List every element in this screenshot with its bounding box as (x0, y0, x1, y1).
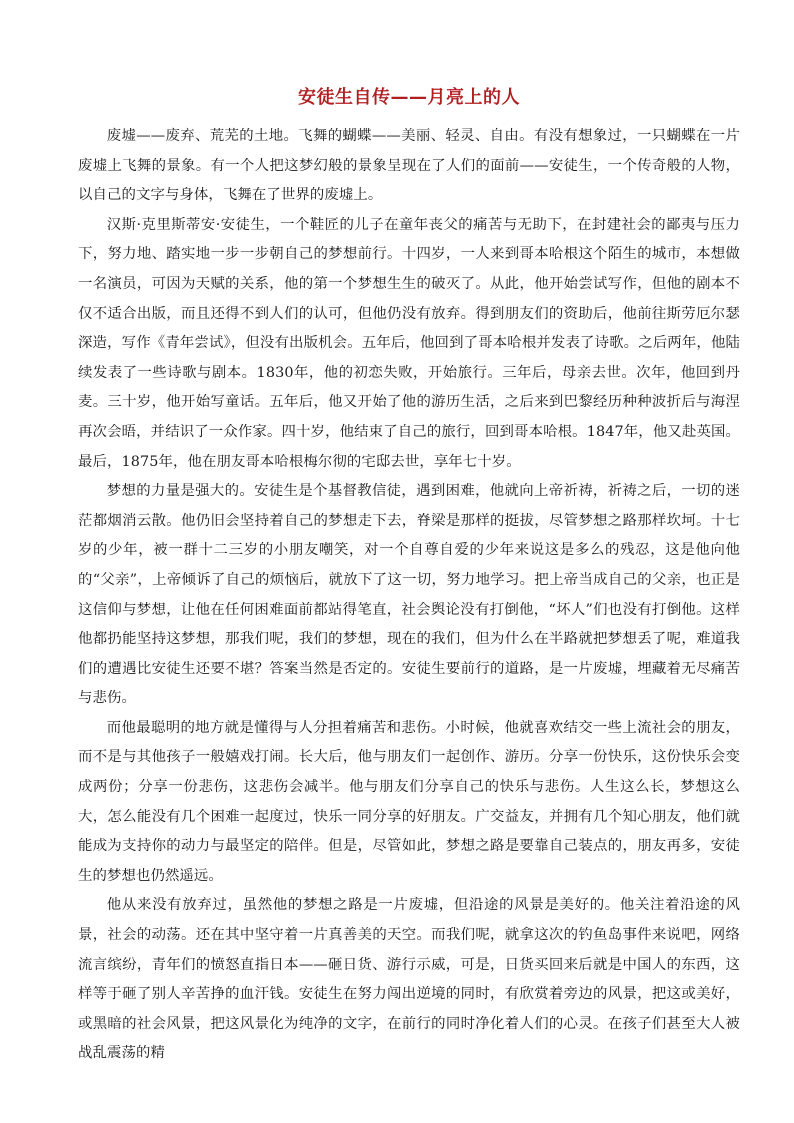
paragraph-2: 汉斯·克里斯蒂安·安徒生，一个鞋匠的儿子在童年丧父的痛苦与无助下，在封建社会的鄙夷与压力下，努力地、踏实地一步一步朝自己的梦想前行。十四岁，一人来到哥本哈根这个陌生的城市，本想做一名演员，可因为天赋的关系，他的第一个梦想生生的破灭了。从此，他开始尝试写作，但他的剧本不仅不适合出版，而且还得不到人们的认可，但他仍没有放弃。得到朋友们的资助后，他前往斯劳厄尔瑟深造，写作《青年尝试》，但没有出版机会。五年后，他回到了哥本哈根并发表了诗歌。之后两年，他陆续发表了一些诗歌与剧本。1830年，他的初恋失败，开始旅行。三年后，母亲去世。次年，他回到丹麦。三十岁，他开始写童话。五年后，他又开始了他的游历生活，之后来到巴黎经历种种波折后与海涅再次会晤，并结识了一众作家。四十岁，他结束了自己的旅行，回到哥本哈根。1847年，他又赴英国。最后，1875年，他在朋友哥本哈根梅尔彻的宅邸去世，享年七十岁。 (78, 216, 740, 470)
paragraph-1: 废墟——废弃、荒芜的土地。飞舞的蝴蝶——美丽、轻灵、自由。有没有想象过，一只蝴蝶在一片废墟上飞舞的景象。有一个人把这梦幻般的景象呈现在了人们的面前——安徒生，一个传奇般的人物，以自己的文字与身体，飞舞在了世界的废墟上。 (78, 128, 740, 204)
paragraph-5: 他从来没有放弃过，虽然他的梦想之路是一片废墟，但沿途的风景是美好的。他关注着沿途的风景，社会的动荡。还在其中坚守着一片真善美的天空。而我们呢，就拿这次的钓鱼岛事件来说吧，网络流言缤纷，青年们的愤怒直指日本——砸日货、游行示威，可是，日货买回来后就是中国人的东西，这样等于砸了别人辛苦挣的血汗钱。安徒生在努力闯出逆境的同时，有欣赏着旁边的风景，把这或美好，或黑暗的社会风景，把这风景化为纯净的文字，在前行的同时净化着人们的心灵。在孩子们甚至大人被战乱震荡的精 (78, 897, 740, 1062)
paragraph-4: 而他最聪明的地方就是懂得与人分担着痛苦和悲伤。小时候，他就喜欢结交一些上流社会的朋友，而不是与其他孩子一般嬉戏打闹。长大后，他与朋友们一起创作、游历。分享一份快乐，这份快乐会变成两份；分享一份悲伤，这悲伤会减半。他与朋友们分享自己的快乐与悲伤。人生这么长，梦想这么大，怎么能没有几个困难一起度过，快乐一同分享的好朋友。广交益友，并拥有几个知心朋友，他们就能成为支持你的动力与最坚定的陪伴。但是，尽管如此，梦想之路是要靠自己装点的，朋友再多，安徒生的梦想也仍然遥远。 (78, 719, 740, 884)
document-title: 安徒生自传——月亮上的人 (298, 87, 520, 108)
paragraph-3: 梦想的力量是强大的。安徒生是个基督教信徒，遇到困难，他就向上帝祈祷，祈祷之后，一切的迷茫都烟消云散。他仍旧会坚持着自己的梦想走下去，脊梁是那样的挺拔，尽管梦想之路那样坎坷。十七岁的少年，被一群十二三岁的小朋友嘲笑，对一个自尊自爱的少年来说这是多么的残忍，这是他向他的“父亲”，上帝倾诉了自己的烦恼后，就放下了这一切，努力地学习。把上帝当成自己的父亲，也正是这信仰与梦想，让他在任何困难面前都站得笔直，社会舆论没有打倒他，“坏人”们也没有打倒他。这样他都扔能坚持这梦想，那我们呢，我们的梦想，现在的我们，但为什么在半路就把梦想丢了呢，难道我们的遭遇比安徒生还要不堪？答案当然是否定的。安徒生要前行的道路，是一片废墟，埋藏着无尽痛苦与悲伤。 (78, 483, 740, 707)
